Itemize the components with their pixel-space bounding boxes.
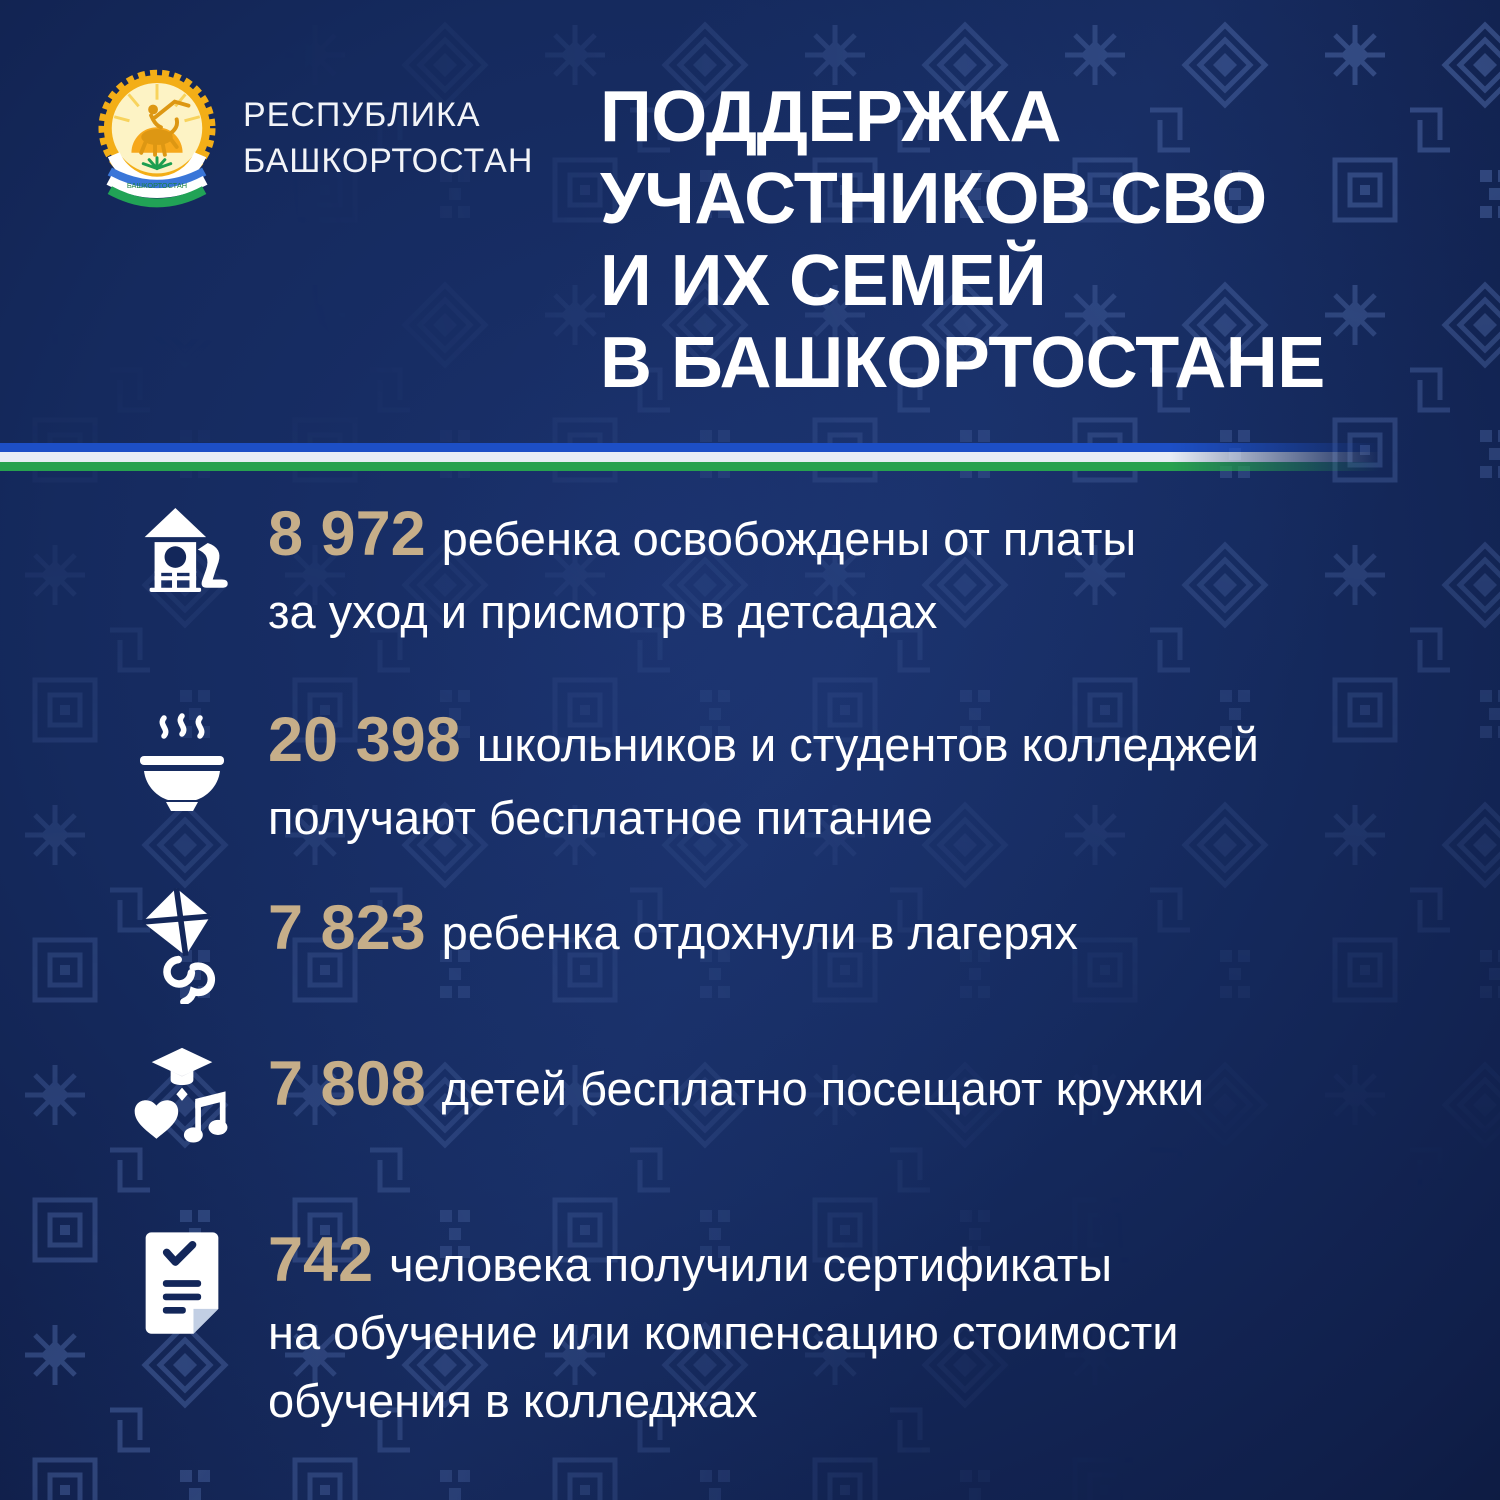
stat-row-kindergarten: [96, 498, 1440, 648]
flag-stripe-white: [0, 452, 1500, 462]
stat-row-free-meals: [96, 704, 1440, 854]
kite-icon: [135, 886, 229, 1004]
stat-text: 8 972 ребенка освобождены от платы за уход и присмотр в детсадах: [268, 499, 1137, 638]
certificate-document-icon: [138, 1230, 226, 1338]
stat-number: 7 823: [268, 893, 426, 963]
republic-name-line1: РЕСПУБЛИКА: [243, 96, 481, 134]
stat-text: 20 398 школьников и студентов колледжей получают бесплатное питание: [268, 705, 1259, 844]
stat-row-certificates: [96, 1224, 1440, 1435]
hobby-clubs-icon: [129, 1046, 235, 1152]
republic-name-line2: БАШКОРТОСТАН: [243, 142, 534, 180]
stat-number: 7 808: [268, 1049, 426, 1119]
stat-number: 742: [268, 1225, 374, 1295]
playground-icon: [128, 498, 236, 602]
title-line: В БАШКОРТОСТАНЕ: [600, 323, 1325, 403]
page-title: [600, 76, 1325, 404]
stat-row-hobby-clubs: [96, 1048, 1440, 1152]
stat-row-camps: [96, 892, 1440, 1004]
title-line: УЧАСТНИКОВ СВО: [600, 159, 1267, 239]
stat-text: 7 808 детей бесплатно посещают кружки: [268, 1049, 1205, 1119]
stat-text: 742 человека получили сертификаты на обучение или компенсацию стоимости обучения в колледжах: [268, 1225, 1179, 1427]
bashkortostan-coat-of-arms: [98, 66, 216, 214]
flag-divider: [0, 443, 1500, 471]
meal-bowl-icon: [132, 712, 232, 812]
stat-text: 7 823 ребенка отдохнули в лагерях: [268, 893, 1078, 963]
republic-name: [243, 92, 533, 184]
title-line: ПОДДЕРЖКА: [600, 77, 1062, 157]
flag-stripe-green: [0, 462, 1500, 471]
emblem-ribbon-label: БАШКОРТОСТАН: [126, 181, 188, 191]
title-line: И ИХ СЕМЕЙ: [600, 241, 1047, 321]
stat-number: 20 398: [268, 705, 461, 775]
stat-number: 8 972: [268, 499, 426, 569]
flag-stripe-blue: [0, 443, 1500, 452]
